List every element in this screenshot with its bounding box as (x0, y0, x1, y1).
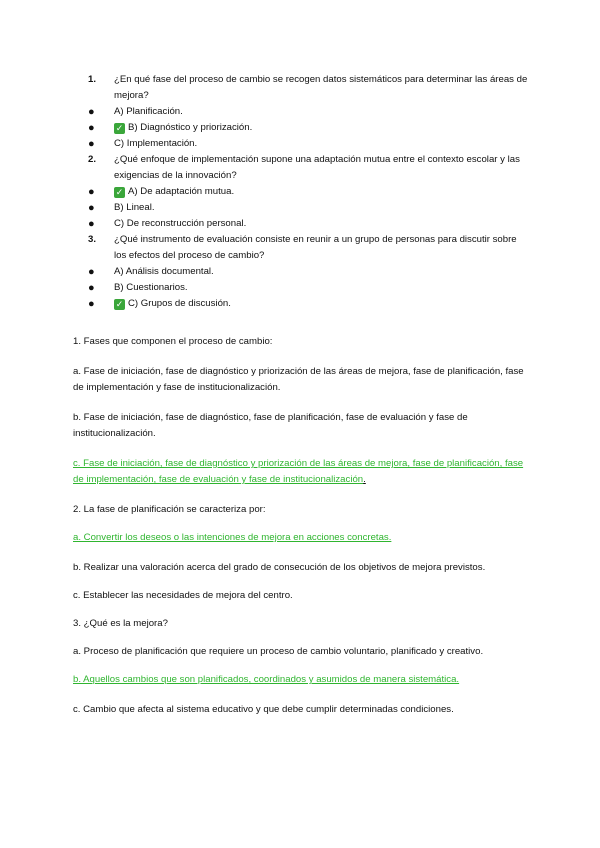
list-item (88, 280, 528, 296)
answer-option: a. Fase de iniciación, fase de diagnóstico y priorización de las áreas de mejora, fase de planificación, fase de implementación y fase de institucionalización. (73, 366, 524, 393)
list-item (88, 216, 528, 232)
answer-option-correct (73, 456, 531, 488)
bullet: ● (88, 186, 95, 198)
quiz-list (88, 72, 528, 312)
question-text: ¿Qué enfoque de implementación supone una adaptación mutua entre el contexto escolar y las exigencias de la innovación? (114, 154, 520, 181)
item-number: 2. (88, 154, 97, 165)
bullet: ● (88, 122, 95, 134)
answer-option: a. Proceso de planificación que requiere un proceso de cambio voluntario, planificado y creativo. (73, 646, 484, 657)
list-item (88, 232, 528, 264)
option-correct (114, 120, 528, 136)
question-heading: 2. La fase de planificación se caracteriza por: (73, 504, 266, 515)
answer-option: c. Establecer las necesidades de mejora del centro. (73, 590, 293, 601)
answer-option: b. Fase de iniciación, fase de diagnóstico, fase de planificación, fase de evaluación y fase de institucionalización. (73, 412, 468, 439)
list-item (88, 296, 528, 312)
answer-option-correct (73, 530, 531, 546)
option-correct (114, 296, 528, 312)
option-text: A) De adaptación mutua. (128, 186, 235, 197)
answer-option: b. Realizar una valoración acerca del grado de consecución de los objetivos de mejora previstos. (73, 562, 486, 573)
correct-answer-text: c. Fase de iniciación, fase de diagnóstico y priorización de las áreas de mejora, fase de planificación, fase de implementación, fase de evaluación y fase de institucionalización (73, 458, 524, 485)
bullet: ● (88, 218, 95, 230)
option-text: B) Diagnóstico y priorización. (128, 122, 253, 133)
question-text: ¿Qué instrumento de evaluación consiste en reunir a un grupo de personas para discutir sobre los efectos del proceso de cambio? (114, 234, 517, 261)
bullet: ● (88, 202, 95, 214)
trailing-period: . (363, 474, 366, 485)
bullet: ● (88, 138, 95, 150)
list-item (88, 104, 528, 120)
check-mark-icon: ✓ (115, 299, 124, 309)
option-text: C) Grupos de discusión. (128, 298, 231, 309)
item-number: 3. (88, 234, 97, 245)
item-number: 1. (88, 74, 97, 85)
option-text: A) Análisis documental. (114, 266, 214, 277)
list-item (88, 184, 528, 200)
list-item (88, 200, 528, 216)
correct-answer-text: b. Aquellos cambios que son planificados, coordinados y asumidos de manera sistemática. (73, 674, 460, 685)
answer-option-correct (73, 672, 531, 688)
bullet: ● (88, 298, 95, 310)
option-text: A) Planificación. (114, 106, 183, 117)
questions-section (73, 334, 531, 718)
list-item (88, 136, 528, 152)
option-text: C) Implementación. (114, 138, 198, 149)
question-heading: 1. Fases que componen el proceso de cambio: (73, 336, 273, 347)
option-text: B) Cuestionarios. (114, 282, 188, 293)
option-correct (114, 184, 528, 200)
bullet: ● (88, 106, 95, 118)
bullet: ● (88, 266, 95, 278)
check-mark-icon: ✓ (115, 123, 124, 133)
list-item (88, 152, 528, 184)
answer-option: c. Cambio que afecta al sistema educativo y que debe cumplir determinadas condiciones. (73, 704, 454, 715)
list-item (88, 264, 528, 280)
option-text: C) De reconstrucción personal. (114, 218, 247, 229)
list-item (88, 72, 528, 104)
question-heading: 3. ¿Qué es la mejora? (73, 618, 168, 629)
correct-answer-text: a. Convertir los deseos o las intenciones de mejora en acciones concretas. (73, 532, 392, 543)
question-text: ¿En qué fase del proceso de cambio se recogen datos sistemáticos para determinar las áreas de mejora? (114, 74, 528, 101)
list-item (88, 120, 528, 136)
bullet: ● (88, 282, 95, 294)
check-mark-icon: ✓ (115, 187, 124, 197)
option-text: B) Lineal. (114, 202, 155, 213)
